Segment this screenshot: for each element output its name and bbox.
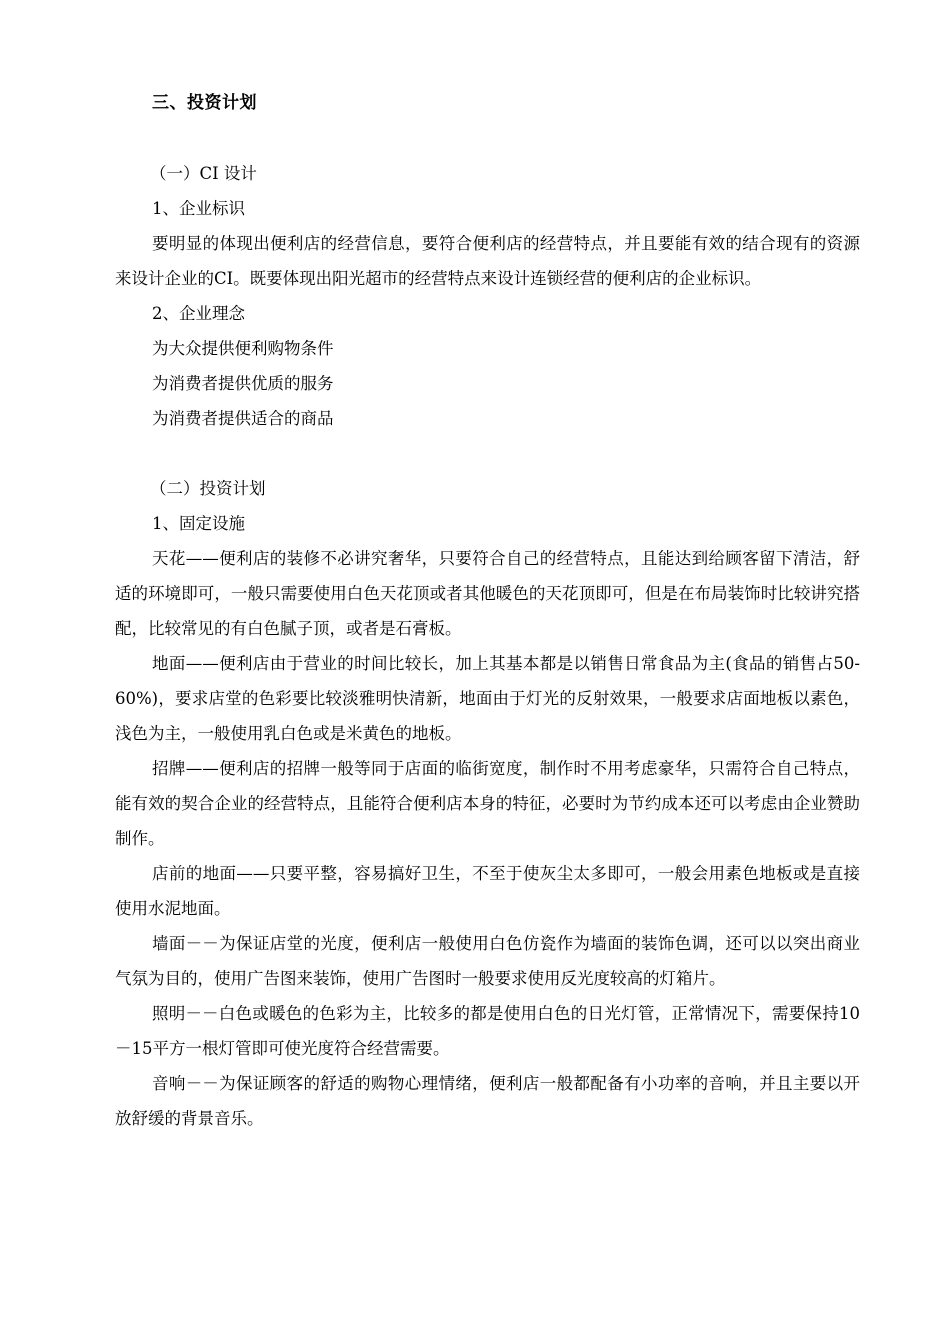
storefront-ground-paragraph: 店前的地面——只要平整，容易搞好卫生，不至于使灰尘太多即可，一般会用素色地板或是直接使用水泥地面。	[115, 864, 860, 918]
audio-paragraph: 音响－－为保证顾客的舒适的购物心理情绪，便利店一般都配备有小功率的音响，并且主要以开放舒缓的背景音乐。	[115, 1074, 860, 1128]
document-body	[115, 88, 860, 1136]
ci-design-heading: （一）CI 设计	[150, 164, 257, 183]
wall-paragraph: 墙面－－为保证店堂的光度，便利店一般使用白色仿瓷作为墙面的装饰色调，还可以以突出商业气氛为目的，使用广告图来装饰，使用广告图时一般要求使用反光度较高的灯箱片。	[115, 934, 860, 988]
fixed-facilities-heading: 1、固定设施	[152, 514, 245, 533]
philosophy-item: 为消费者提供优质的服务	[152, 374, 334, 393]
section-title: 三、投资计划	[152, 93, 257, 113]
philosophy-item: 为大众提供便利购物条件	[152, 339, 334, 358]
ceiling-paragraph: 天花——便利店的装修不必讲究奢华，只要符合自己的经营特点，且能达到给顾客留下清洁，舒适的环境即可，一般只需要使用白色天花顶或者其他暖色的天花顶即可，但是在布局装饰时比较讲究搭配，比较常见的有白色腻子顶，或者是石膏板。	[115, 549, 860, 638]
corporate-philosophy-heading: 2、企业理念	[152, 304, 245, 323]
philosophy-item: 为消费者提供适合的商品	[152, 409, 334, 428]
signboard-paragraph: 招牌——便利店的招牌一般等同于店面的临街宽度，制作时不用考虑豪华，只需符合自己特点，能有效的契合企业的经营特点，且能符合便利店本身的特征，必要时为节约成本还可以考虑由企业赞助制作。	[115, 759, 860, 848]
floor-paragraph: 地面——便利店由于营业的时间比较长，加上其基本都是以销售日常食品为主(食品的销售占50-60%)，要求店堂的色彩要比较淡雅明快清新，地面由于灯光的反射效果，一般要求店面地板以素色，浅色为主，一般使用乳白色或是米黄色的地板。	[115, 654, 860, 743]
corporate-logo-paragraph: 要明显的体现出便利店的经营信息，要符合便利店的经营特点，并且要能有效的结合现有的资源来设计企业的CI。既要体现出阳光超市的经营特点来设计连锁经营的便利店的企业标识。	[115, 234, 860, 288]
corporate-logo-heading: 1、企业标识	[152, 199, 245, 218]
lighting-paragraph: 照明－－白色或暖色的色彩为主，比较多的都是使用白色的日光灯管，正常情况下，需要保持10－15平方一根灯管即可使光度符合经营需要。	[115, 1004, 860, 1058]
investment-plan-heading: （二）投资计划	[150, 479, 266, 498]
